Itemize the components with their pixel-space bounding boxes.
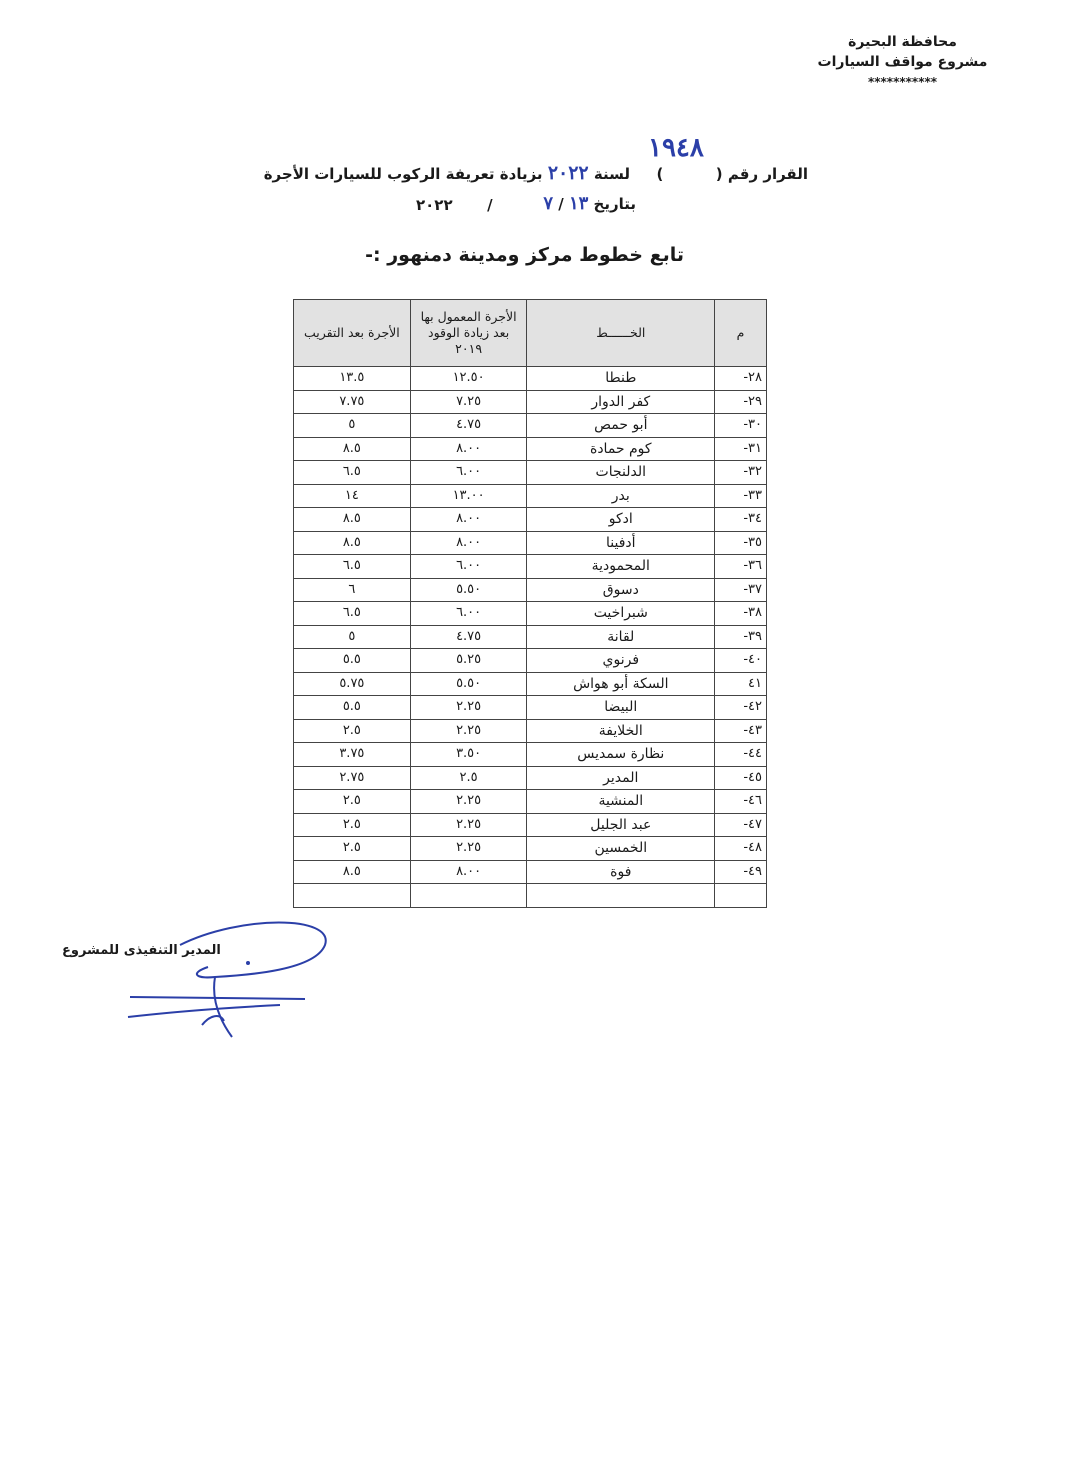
table-row [294,719,767,743]
decision-prefix: القرار رقم ( [715,165,808,183]
header-route: الخــــــط [527,300,715,367]
new-fare: ٥.٥ [294,696,411,720]
date-line [543,193,636,214]
header-old-fare: الأجرة المعمول بها بعد زيادة الوقود ٢٠١٩ [410,300,527,367]
row-number: ٤٣- [715,719,767,743]
table-row [294,649,767,673]
date-year-line [416,196,493,214]
table-row [294,625,767,649]
route-name: أبو حمص [527,414,715,438]
new-fare: ٦.٥ [294,602,411,626]
old-fare: ٢.٢٥ [410,696,527,720]
date-month: ٧ [543,193,553,214]
new-fare: ٢.٥ [294,719,411,743]
row-number: ٣٢- [715,461,767,485]
decision-line [264,162,808,184]
old-fare: ٦.٠٠ [410,555,527,579]
new-fare: ٥ [294,625,411,649]
empty-cell [410,884,527,908]
decision-year-label: لسنة [593,165,630,183]
row-number: ٣٧- [715,578,767,602]
new-fare: ٢.٥ [294,813,411,837]
route-name: كفر الدوار [527,390,715,414]
table-row [294,390,767,414]
old-fare: ١٢.٥٠ [410,367,527,391]
new-fare: ٨.٥ [294,860,411,884]
date-day: ١٣ [568,193,589,214]
route-name: المدير [527,766,715,790]
route-name: أدفينا [527,531,715,555]
old-fare: ٣.٥٠ [410,743,527,767]
new-fare: ١٤ [294,484,411,508]
new-fare: ١٣.٥ [294,367,411,391]
fares-body [294,367,767,908]
new-fare: ٨.٥ [294,437,411,461]
table-row [294,531,767,555]
new-fare: ٦ [294,578,411,602]
old-fare: ٥.٢٥ [410,649,527,673]
table-row [294,484,767,508]
route-name: المحمودية [527,555,715,579]
new-fare: ٧.٧٥ [294,390,411,414]
date-label: بتاريخ [593,195,636,213]
old-fare: ٢.٥ [410,766,527,790]
table-row [294,414,767,438]
row-number: ٣٨- [715,602,767,626]
route-name: بدر [527,484,715,508]
new-fare: ٢.٧٥ [294,766,411,790]
table-row-empty [294,884,767,908]
row-number: ٣٤- [715,508,767,532]
old-fare: ٨.٠٠ [410,437,527,461]
route-name: الخلايفة [527,719,715,743]
table-row [294,837,767,861]
fares-table [293,299,767,908]
table-row [294,696,767,720]
table-row [294,555,767,579]
header-new-fare: الأجرة بعد التقريب [294,300,411,367]
letterhead [800,32,1005,92]
new-fare: ٨.٥ [294,531,411,555]
header-no: م [715,300,767,367]
old-fare: ١٣.٠٠ [410,484,527,508]
old-fare: ٤.٧٥ [410,625,527,649]
row-number: ٤٨- [715,837,767,861]
empty-cell [527,884,715,908]
row-number: ٤٠- [715,649,767,673]
old-fare: ٨.٠٠ [410,531,527,555]
section-title: تابع خطوط مركز ومدينة دمنهور :- [365,244,684,266]
new-fare: ٦.٥ [294,555,411,579]
route-name: عبد الجليل [527,813,715,837]
row-number: ٣٠- [715,414,767,438]
table-row [294,437,767,461]
route-name: المنشية [527,790,715,814]
signature-label: المدير التنفيذى للمشروع [62,943,221,958]
table-header-row [294,300,767,367]
route-name: لقانة [527,625,715,649]
row-number: ٤٢- [715,696,767,720]
row-number: ٣٦- [715,555,767,579]
row-number: ٣٥- [715,531,767,555]
old-fare: ٨.٠٠ [410,508,527,532]
decision-subject: بزيادة تعريفة الركوب للسيارات الأجرة [263,165,543,183]
table-row [294,602,767,626]
row-number: ٤٧- [715,813,767,837]
stars-divider: *********** [867,75,938,89]
old-fare: ٥.٥٠ [410,672,527,696]
table-row [294,813,767,837]
new-fare: ٥.٧٥ [294,672,411,696]
new-fare: ٨.٥ [294,508,411,532]
date-sep: / [558,195,564,213]
empty-cell [294,884,411,908]
table-row [294,461,767,485]
table-row [294,672,767,696]
decision-year: ٢٠٢٢ [547,162,589,184]
table-row [294,743,767,767]
old-fare: ٦.٠٠ [410,602,527,626]
decision-close-paren: ) [656,165,664,183]
decision-number: ١٩٤٨ [648,133,704,163]
route-name: طنطا [527,367,715,391]
route-name: ادكو [527,508,715,532]
governorate-name: محافظة البحيرة [848,34,957,50]
signature-scribble [120,915,340,1045]
table-row [294,766,767,790]
row-number: ٤٥- [715,766,767,790]
row-number: ٤١ [715,672,767,696]
date-year: ٢٠٢٢ [416,196,453,214]
route-name: السكة أبو هواش [527,672,715,696]
old-fare: ٢.٢٥ [410,813,527,837]
row-number: ٣٣- [715,484,767,508]
row-number: ٤٤- [715,743,767,767]
old-fare: ٢.٢٥ [410,719,527,743]
table-row [294,367,767,391]
row-number: ٣٩- [715,625,767,649]
new-fare: ٥.٥ [294,649,411,673]
row-number: ٤٩- [715,860,767,884]
old-fare: ٥.٥٠ [410,578,527,602]
row-number: ٢٩- [715,390,767,414]
row-number: ٣١- [715,437,767,461]
route-name: نظارة سمديس [527,743,715,767]
route-name: شبراخيت [527,602,715,626]
table-row [294,508,767,532]
route-name: كوم حمادة [527,437,715,461]
table-row [294,790,767,814]
row-number: ٢٨- [715,367,767,391]
route-name: فوة [527,860,715,884]
table-row [294,860,767,884]
new-fare: ٢.٥ [294,790,411,814]
old-fare: ٨.٠٠ [410,860,527,884]
route-name: الدلنجات [527,461,715,485]
route-name: البيضا [527,696,715,720]
table-row [294,578,767,602]
new-fare: ٣.٧٥ [294,743,411,767]
old-fare: ٤.٧٥ [410,414,527,438]
old-fare: ٢.٢٥ [410,790,527,814]
date-year-sep: / [487,196,493,214]
row-number: ٤٦- [715,790,767,814]
new-fare: ٥ [294,414,411,438]
new-fare: ٦.٥ [294,461,411,485]
old-fare: ٧.٢٥ [410,390,527,414]
old-fare: ٢.٢٥ [410,837,527,861]
project-name: مشروع مواقف السيارات [817,54,988,70]
old-fare: ٦.٠٠ [410,461,527,485]
new-fare: ٢.٥ [294,837,411,861]
route-name: الخمسين [527,837,715,861]
empty-cell [715,884,767,908]
route-name: فرنوي [527,649,715,673]
route-name: دسوق [527,578,715,602]
